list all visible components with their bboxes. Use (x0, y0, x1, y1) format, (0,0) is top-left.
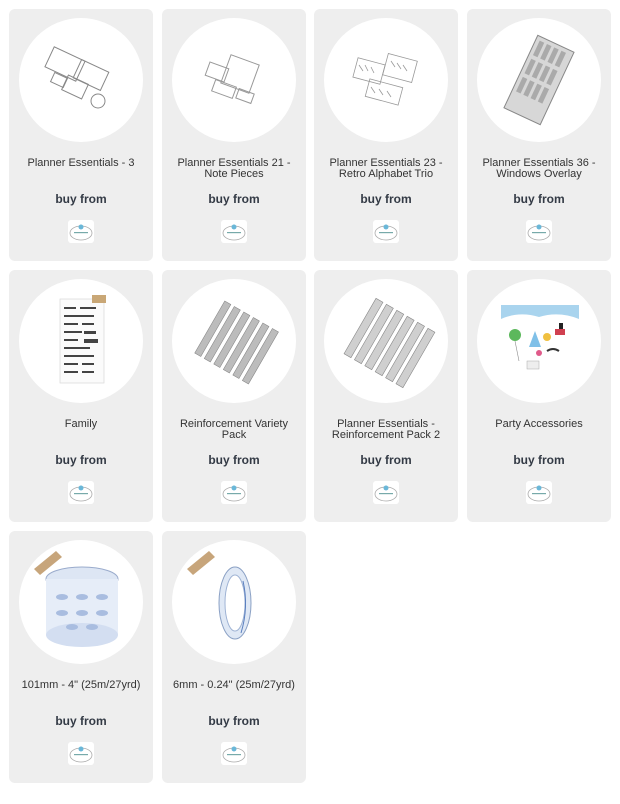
buy-from-label: buy from (208, 714, 260, 728)
product-title: Reinforcement Variety Pack (179, 418, 288, 441)
product-card[interactable] (162, 270, 306, 522)
buy-from-label: buy from (55, 192, 107, 206)
elizabeth-craft-logo-icon (374, 483, 398, 503)
reinforcement-strips-image (184, 291, 284, 391)
note-pieces-die-image (189, 35, 279, 125)
store-logo-link[interactable] (68, 742, 94, 765)
product-image[interactable] (324, 279, 448, 403)
store-logo-link[interactable] (68, 220, 94, 243)
elizabeth-craft-logo-icon (69, 744, 93, 764)
product-image[interactable] (477, 279, 601, 403)
product-title: Planner Essentials 23 - Retro Alphabet Trio (329, 157, 443, 180)
product-image[interactable] (19, 18, 143, 142)
product-title: 6mm - 0.24" (25m/27yrd) (173, 679, 295, 691)
store-logo-link[interactable] (221, 220, 247, 243)
store-logo-link[interactable] (221, 481, 247, 504)
product-card[interactable] (467, 270, 611, 522)
buy-from-label: buy from (208, 192, 260, 206)
store-logo-link[interactable] (68, 481, 94, 504)
elizabeth-craft-logo-icon (69, 483, 93, 503)
product-card[interactable] (9, 270, 153, 522)
store-logo-link[interactable] (526, 220, 552, 243)
planner-die-set-image (36, 35, 126, 125)
product-card[interactable] (314, 270, 458, 522)
product-card[interactable] (162, 9, 306, 261)
product-image[interactable] (19, 540, 143, 664)
product-image[interactable] (172, 18, 296, 142)
elizabeth-craft-logo-icon (69, 222, 93, 242)
product-card[interactable] (9, 531, 153, 783)
product-card[interactable] (467, 9, 611, 261)
store-logo-link[interactable] (373, 481, 399, 504)
product-card[interactable] (314, 9, 458, 261)
product-image[interactable] (324, 18, 448, 142)
buy-from-label: buy from (208, 453, 260, 467)
elizabeth-craft-logo-icon (527, 483, 551, 503)
product-title: 101mm - 4" (25m/27yrd) (21, 679, 141, 691)
product-card[interactable] (9, 9, 153, 261)
buy-from-label: buy from (513, 453, 565, 467)
product-image[interactable] (172, 279, 296, 403)
reinforcement-strips-image (336, 291, 436, 391)
buy-from-label: buy from (360, 192, 412, 206)
windows-overlay-die-image (489, 30, 589, 130)
store-logo-link[interactable] (526, 481, 552, 504)
wide-tape-roll-image (26, 547, 136, 657)
store-logo-link[interactable] (221, 742, 247, 765)
elizabeth-craft-logo-icon (222, 483, 246, 503)
narrow-tape-roll-image (179, 547, 289, 657)
buy-from-label: buy from (55, 453, 107, 467)
alphabet-die-image (341, 35, 431, 125)
product-title: Planner Essentials - Reinforcement Pack 2 (331, 418, 441, 441)
buy-from-label: buy from (360, 453, 412, 467)
elizabeth-craft-logo-icon (374, 222, 398, 242)
elizabeth-craft-logo-icon (527, 222, 551, 242)
product-image[interactable] (477, 18, 601, 142)
buy-from-label: buy from (513, 192, 565, 206)
party-accessories-image (489, 291, 589, 391)
product-image[interactable] (172, 540, 296, 664)
elizabeth-craft-logo-icon (222, 744, 246, 764)
family-stamp-set-image (36, 291, 126, 391)
product-card[interactable] (162, 531, 306, 783)
store-logo-link[interactable] (373, 220, 399, 243)
product-title: Planner Essentials 36 - Windows Overlay (482, 157, 596, 180)
product-title: Planner Essentials - 3 (27, 157, 135, 169)
product-title: Family (64, 418, 98, 430)
product-image[interactable] (19, 279, 143, 403)
elizabeth-craft-logo-icon (222, 222, 246, 242)
buy-from-label: buy from (55, 714, 107, 728)
product-title: Planner Essentials 21 - Note Pieces (177, 157, 291, 180)
product-title: Party Accessories (495, 418, 583, 430)
